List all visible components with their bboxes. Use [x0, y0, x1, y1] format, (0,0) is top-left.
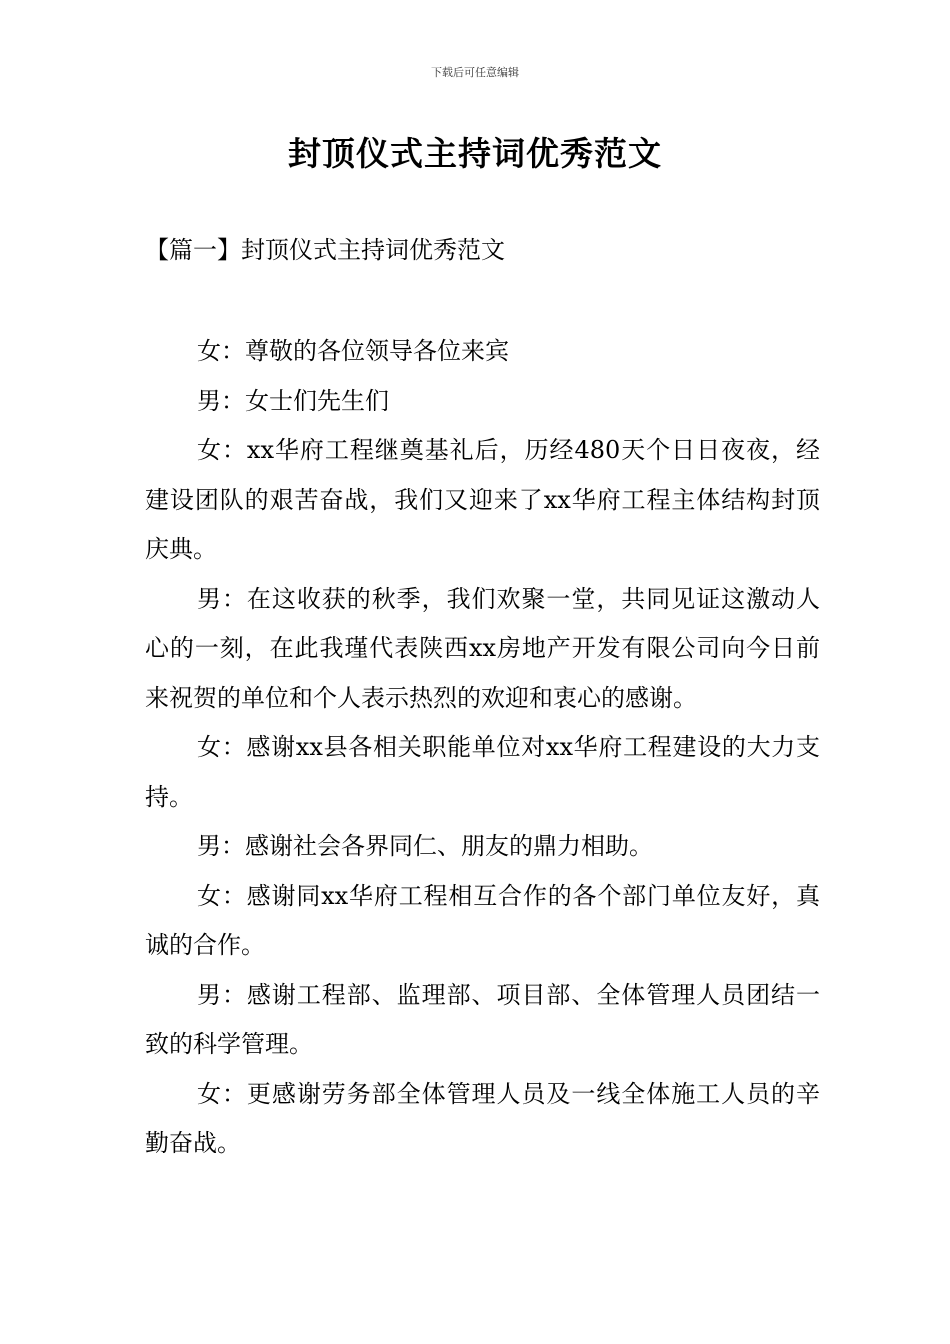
paragraph: 男：感谢社会各界同仁、朋友的鼎力相助。	[197, 832, 653, 860]
header-note: 下载后可任意编辑	[431, 66, 519, 79]
paragraph: 男：女士们先生们	[197, 386, 389, 415]
paragraph: 女：尊敬的各位领导各位来宾	[197, 337, 509, 365]
paragraph: 女：感谢xx县各相关职能单位对xx华府工程建设的大力支持。	[145, 733, 820, 811]
paragraph: 女：感谢同xx华府工程相互合作的各个部门单位友好，真诚的合作。	[145, 881, 820, 959]
section-heading: 【篇一】封顶仪式主持词优秀范文	[145, 236, 505, 264]
paragraph: 男：感谢工程部、监理部、项目部、全体管理人员团结一致的科学管理。	[145, 980, 820, 1058]
paragraph: 男：在这收获的秋季，我们欢聚一堂，共同见证这激动人心的一刻，在此我瑾代表陕西xx房地产开发有限公司向今日前来祝贺的单位和个人表示热烈的欢迎和衷心的感谢。	[145, 584, 820, 712]
document-body	[145, 327, 820, 1169]
paragraph: 女：更感谢劳务部全体管理人员及一线全体施工人员的辛勤奋战。	[145, 1079, 820, 1157]
document-title: 封顶仪式主持词优秀范文	[288, 134, 662, 173]
paragraph: 女：xx华府工程继奠基礼后，历经480天个日日夜夜，经建设团队的艰苦奋战，我们又迎来了xx华府工程主体结构封顶庆典。	[145, 436, 820, 563]
